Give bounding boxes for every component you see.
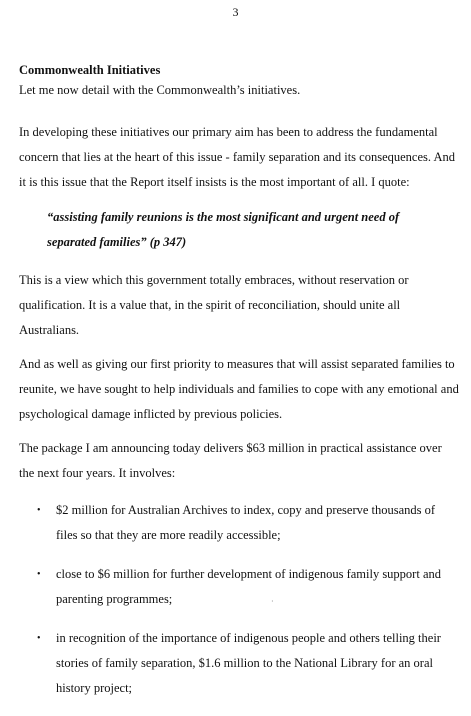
paragraph-view: This is a view which this government totally embraces, without reservation or qualification. It is a value that, in the spirit of reconciliation, should unite all Australians. [19,273,409,337]
list-item [37,562,456,612]
paragraph-priority: And as well as giving our first priority to measures that will assist separated families to reunite, we have sought to help individuals and families to cope with any emotional and psychological damage inflicted by previous policies. [19,357,459,421]
report-quote: “assisting family reunions is the most significant and urgent need of separated families” (p 347) [47,210,400,249]
paragraph-package: The package I am announcing today delivers $63 million in practical assistance over the next four years. It involves: [19,441,442,480]
list-item-text: close to $6 million for further development of indigenous family support and parenting programmes; [56,567,441,606]
paragraph-aim: In developing these initiatives our primary aim has been to address the fundamental concern that lies at the heart of this issue - family separation and its consequences. And it is this issue that the Report itself insists is the most important of all. I quote: [19,125,455,189]
bullet-icon: • [37,633,41,644]
list-item [37,626,456,701]
bullet-icon: • [37,505,41,516]
stray-mark: · [271,597,274,606]
bullet-icon: • [37,569,41,580]
list-item-text: $2 million for Australian Archives to index, copy and preserve thousands of files so that they are more readily accessible; [56,503,436,542]
page-number: 3 [232,5,239,19]
list-item [37,498,456,548]
section-heading: Commonwealth Initiatives [19,63,161,77]
list-item-text: in recognition of the importance of indigenous people and others telling their stories of family separation, $1.6 million to the National Library for an oral history project; [56,631,441,695]
intro-paragraph: Let me now detail with the Commonwealth’s initiatives. [19,83,301,97]
